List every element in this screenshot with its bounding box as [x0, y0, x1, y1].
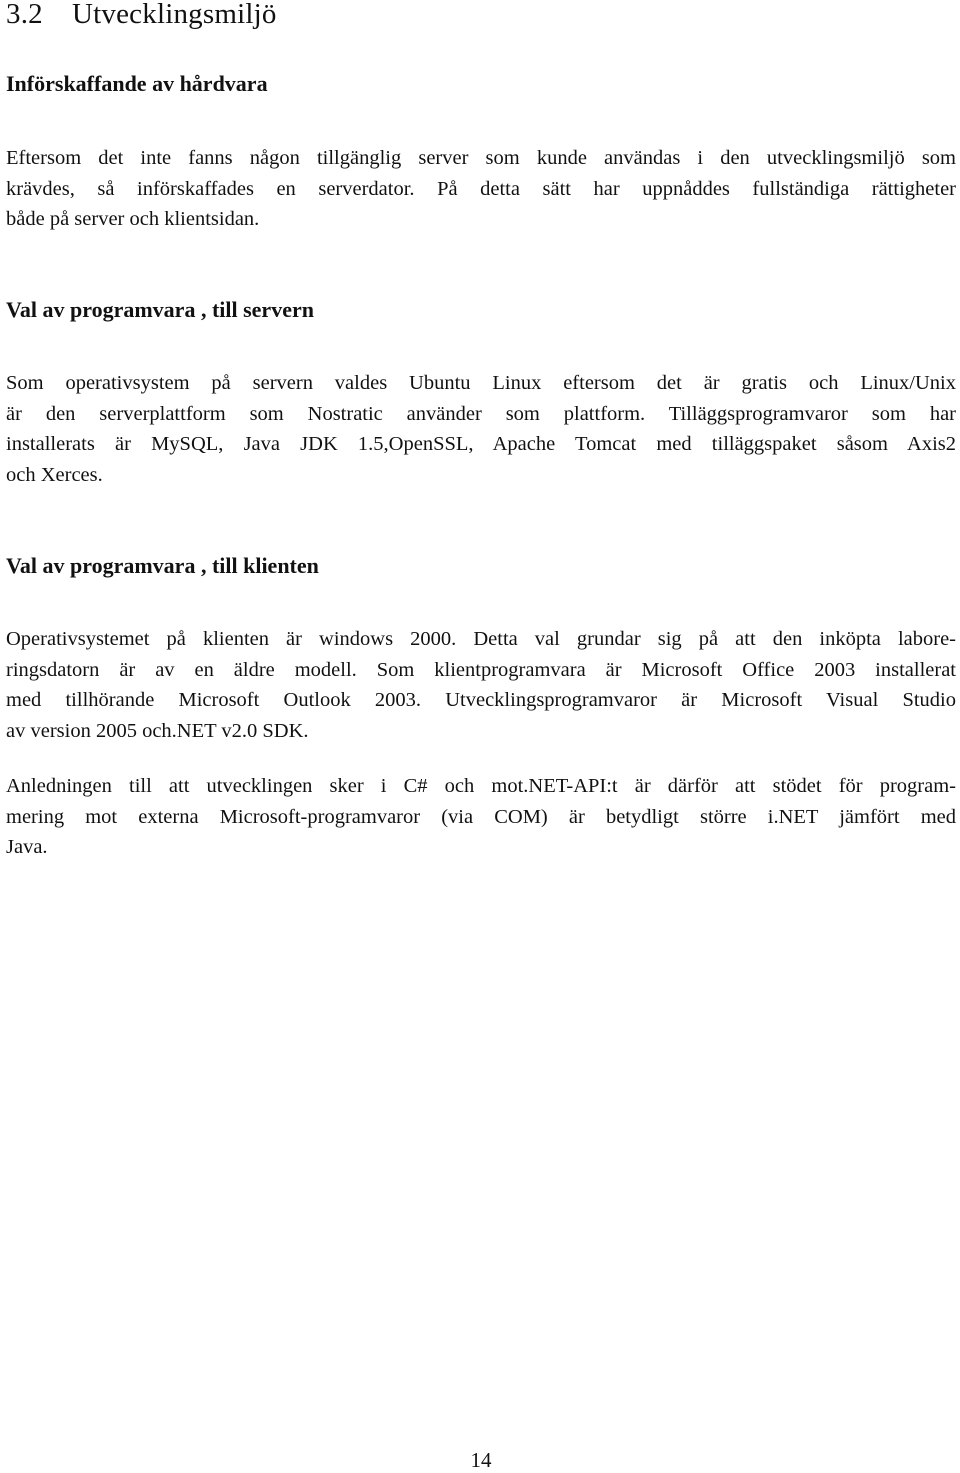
section-number: 3.2 [6, 0, 43, 30]
client-paragraph [6, 624, 956, 746]
document-page [6, 0, 956, 1472]
client-note-paragraph [6, 771, 956, 863]
paragraph-line: installerats är MySQL, Java JDK 1.5,OpenSSL, Apache Tomcat med tilläggspaket såsom Axis2 [6, 433, 956, 455]
paragraph-line: Java. [6, 836, 48, 858]
section-title [6, 0, 277, 31]
paragraph-line: Eftersom det inte fanns någon tillgänglig server som kunde användas i den utvecklingsmiljö som [6, 147, 956, 169]
paragraph-line: mering mot externa Microsoft-programvaror (via COM) är betydligt större i.NET jämfört med [6, 805, 956, 828]
paragraph-line: Operativsystemet på klienten är windows 2000. Detta val grundar sig på att den inköpta labore- [6, 628, 956, 650]
paragraph-line: är den serverplattform som Nostratic använder som plattform. Tilläggsprogramvaror som har [6, 402, 956, 425]
paragraph-line: både på server och klientsidan. [6, 208, 260, 230]
hardware-paragraph [6, 143, 956, 235]
hardware-heading: Införskaffande av hårdvara [6, 71, 268, 96]
page-number: 14 [470, 1448, 492, 1472]
paragraph-line: av version 2005 och.NET v2.0 SDK. [6, 719, 309, 742]
paragraph-line: Som operativsystem på servern valdes Ubuntu Linux eftersom det är gratis och Linux/Unix [6, 372, 956, 394]
paragraph-line: och Xerces. [6, 463, 103, 486]
paragraph-line: Anledningen till att utvecklingen sker i C# och mot.NET-API:t är därför att stödet för program- [6, 775, 956, 797]
paragraph-line: krävdes, så införskaffades en serverdator. På detta sätt har uppnåddes fullständiga rättigheter [6, 177, 956, 200]
client-heading: Val av programvara , till klienten [6, 553, 319, 578]
section-title-text: Utvecklingsmiljö [72, 0, 277, 30]
paragraph-line: ringsdatorn är av en äldre modell. Som klientprogramvara är Microsoft Office 2003 installerat [6, 658, 956, 681]
paragraph-line: med tillhörande Microsoft Outlook 2003. Utvecklingsprogramvaror är Microsoft Visual Studio [6, 689, 956, 711]
server-paragraph [6, 368, 956, 490]
server-heading: Val av programvara , till servern [6, 297, 314, 322]
